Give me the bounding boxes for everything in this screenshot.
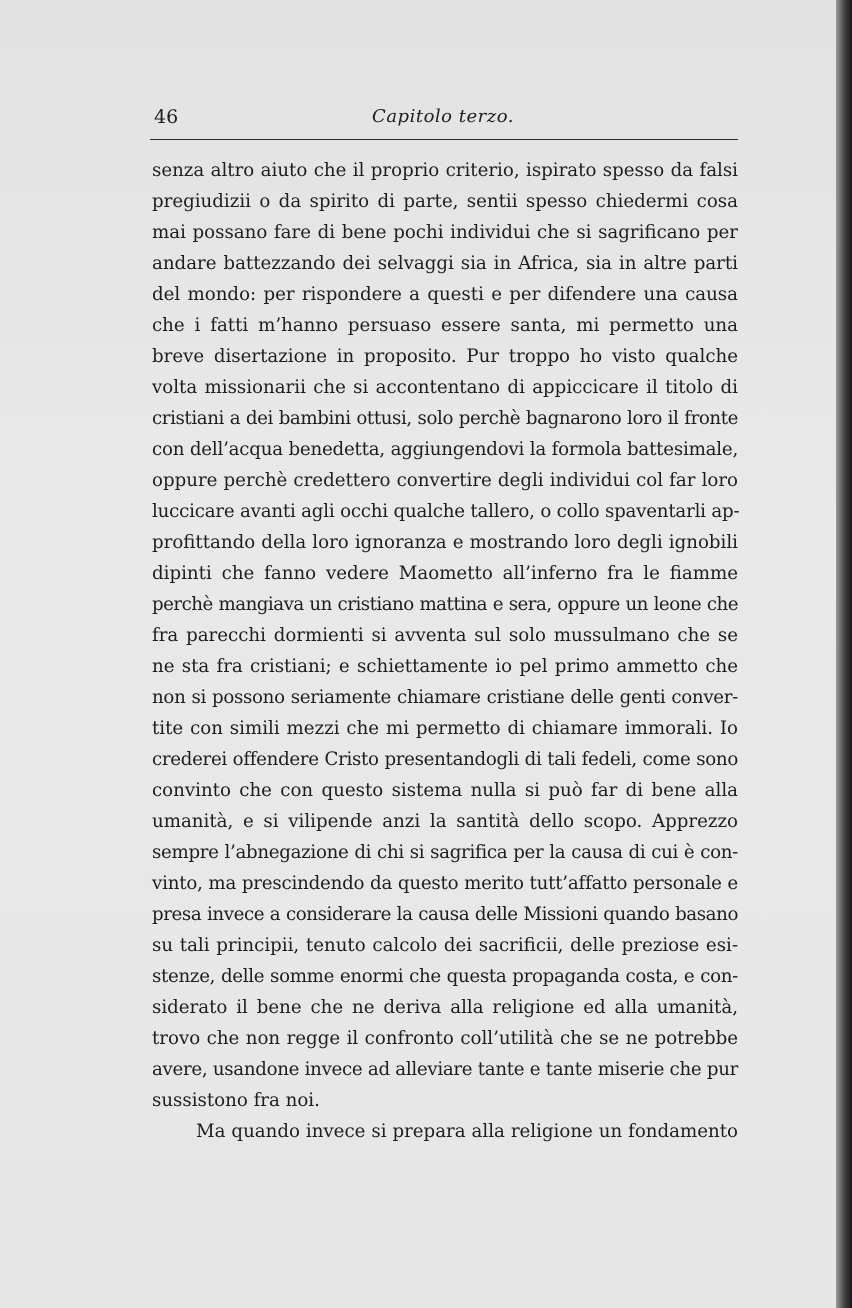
text-line: mai possano fare di bene pochi individui che si sagrificano per <box>152 222 738 243</box>
text-line: crederei offendere Cristo presentandogli di tali fedeli, come sono <box>152 749 738 770</box>
paragraph-end-line: sussistono fra noi. <box>152 1090 320 1111</box>
text-line: senza altro aiuto che il proprio criterio, ispirato spesso da falsi <box>152 160 738 181</box>
text-line: vinto, ma prescindendo da questo merito tutt’affatto personale e <box>152 873 738 894</box>
text-line: che i fatti m’hanno persuaso essere santa, mi permetto una <box>152 315 738 336</box>
paragraph-start-line: Ma quando invece si prepara alla religione un fondamento <box>196 1121 738 1142</box>
text-line: convinto che con questo sistema nulla si può far di bene alla <box>152 780 738 801</box>
text-line: presa invece a considerare la causa delle Missioni quando basano <box>152 904 738 925</box>
text-line: stenze, delle somme enormi che questa propaganda costa, e con- <box>152 966 738 987</box>
book-spine-shadow <box>836 0 852 1308</box>
text-line: andare battezzando dei selvaggi sia in Africa, sia in altre parti <box>152 253 738 274</box>
text-line: luccicare avanti agli occhi qualche tallero, o collo spaventarli ap- <box>152 501 740 522</box>
text-line: su tali principii, tenuto calcolo dei sacrificii, delle preziose esi- <box>152 935 738 956</box>
text-line: umanità, e si vilipende anzi la santità dello scopo. Apprezzo <box>152 811 738 832</box>
running-head: Capitolo terzo. <box>372 106 514 127</box>
text-line: del mondo: per rispondere a questi e per difendere una causa <box>152 284 738 305</box>
text-line: ne sta fra cristiani; e schiettamente io pel primo ammetto che <box>152 656 738 677</box>
text-line: breve disertazione in proposito. Pur troppo ho visto qualche <box>152 346 738 367</box>
text-line: non si possono seriamente chiamare cristiane delle genti conver- <box>152 687 738 708</box>
text-line: profittando della loro ignoranza e mostrando loro degli ignobili <box>152 532 738 553</box>
text-line: con dell’acqua benedetta, aggiungendovi la formola battesimale, <box>152 439 739 460</box>
page-header <box>148 100 738 136</box>
text-line: avere, usandone invece ad alleviare tante e tante miserie che pur <box>152 1059 738 1080</box>
text-line: dipinti che fanno vedere Maometto all’inferno fra le fiamme <box>152 563 738 584</box>
text-line: trovo che non regge il confronto coll’utilità che se ne potrebbe <box>152 1028 738 1049</box>
body-text <box>152 155 738 1147</box>
text-line: volta missionarii che si accontentano di appiccicare il titolo di <box>152 377 738 398</box>
text-line: fra parecchi dormienti si avventa sul solo mussulmano che se <box>152 625 738 646</box>
text-line: perchè mangiava un cristiano mattina e sera, oppure un leone che <box>152 594 738 615</box>
text-line: tite con simili mezzi che mi permetto di chiamare immorali. Io <box>152 718 738 739</box>
text-line: pregiudizii o da spirito di parte, sentii spesso chiedermi cosa <box>152 191 738 212</box>
text-line: sempre l’abnegazione di chi si sagrifica per la causa di cui è con- <box>152 842 738 863</box>
text-line: siderato il bene che ne deriva alla religione ed alla umanità, <box>152 997 738 1018</box>
page-number: 46 <box>154 106 179 128</box>
text-line: oppure perchè credettero convertire degli individui col far loro <box>152 470 738 491</box>
text-line: cristiani a dei bambini ottusi, solo perchè bagnarono loro il fronte <box>152 408 738 429</box>
header-rule <box>150 139 738 140</box>
